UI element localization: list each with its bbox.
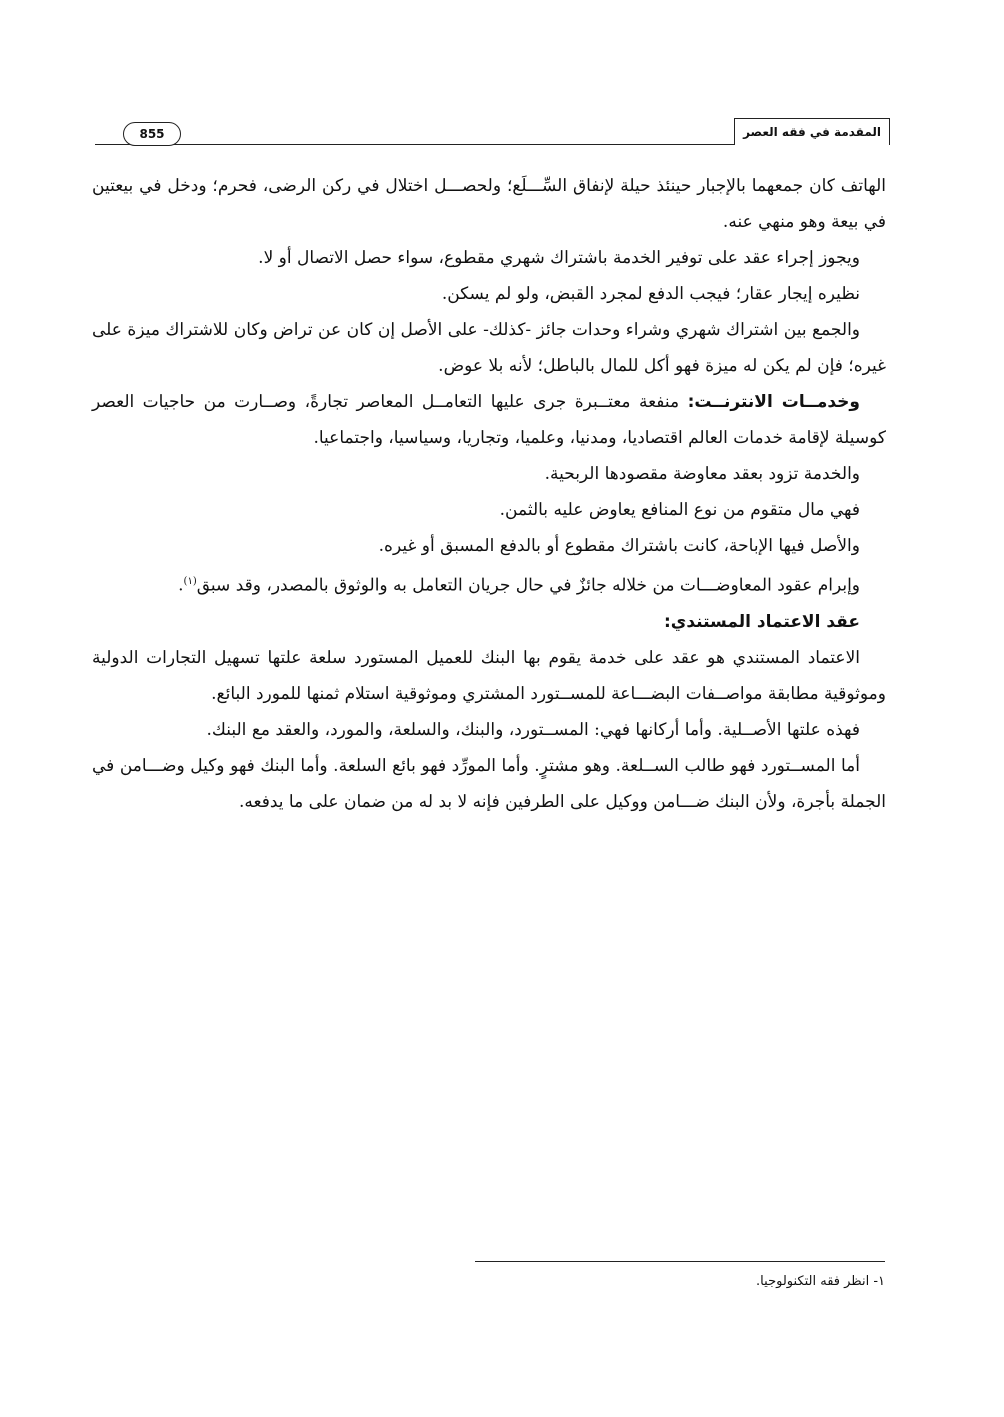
paragraph: فهي مال متقوم من نوع المنافع يعاوض عليه بالثمن. (499, 500, 860, 520)
paragraph: نظيره إيجار عقار؛ فيجب الدفع لمجرد القبض، ولو لم يسكن. (441, 284, 860, 304)
running-title: المقدمة في فقه العصر (734, 118, 890, 145)
paragraph: والأصل فيها الإباحة، كانت باشتراك مقطوع أو بالدفع المسبق أو غيره. (378, 536, 860, 556)
footnote-rule (475, 1261, 885, 1262)
paragraph: ويجوز إجراء عقد على توفير الخدمة باشتراك شهري مقطوع، سواء حصل الاتصال أو لا. (258, 248, 860, 268)
paragraph: الاعتماد المستندي هو عقد على خدمة يقوم بها البنك للعميل المستورد سلعة علتها تسهيل التجارات الدولية وموثوقية مطابقة مواصــفات البضـــاعة للمســتورد المشتري وموثوقية استلام ثمنها للمورد البائع. (92, 647, 886, 704)
bold-term: وخدمــات الانترنــت: (687, 392, 860, 412)
paragraph: والخدمة تزود بعقد معاوضة مقصودها الربحية. (544, 464, 860, 484)
paragraph: والجمع بين اشتراك شهري وشراء وحدات جائز -كذلك- على الأصل إن كان عن تراض وكان للاشتراك ميزة على غيره؛ فإن لم يكن له ميزة فهو أكل للمال بالباطل؛ لأنه بلا عوض. (92, 320, 886, 376)
footnote-marker: (١) (183, 576, 197, 587)
footnote: ١- انظر فقه التكنولوجيا. (756, 1274, 885, 1289)
paragraph-text: منفعة معتــبرة جرى عليها التعامــل المعاصر تجارةً، وصــارت من حاجيات العصر كوسيلة لإقامة خدمات العالم اقتصاديا، ومدنيا، وعلميا، وتجاريا، وسياسيا، واجتماعيا. (92, 392, 886, 448)
paragraph (92, 564, 886, 604)
paragraph (92, 384, 886, 456)
paragraph-text: وإبرام عقود المعاوضـــات من خلاله جائزٌ في حال جريان التعامل به والوثوق بالمصدر، وقد سبق (196, 575, 860, 596)
page-number: 855 (123, 122, 181, 146)
paragraph: أما المســتورد فهو طالب الســلعة. وهو مشترٍ. وأما المورِّد فهو بائع السلعة. وأما البنك فهو وكيل وضـــامن في الجملة بأجرة، ولأن البنك ضـــامن ووكيل على الطرفين فإنه لا بد له من ضمان على ما يدفعه. (92, 755, 886, 812)
paragraph: الهاتف كان جمعهما بالإجبار حينئذ حيلة لإنفاق السِّـــلَع؛ ولحصـــل اختلال في ركن الرضى، فحرم؛ ودخل في بيعتين في بيعة وهو منهي عنه. (92, 176, 886, 232)
page-header (95, 118, 890, 148)
paragraph-end: . (178, 575, 184, 596)
section-heading: عقد الاعتماد المستندي: (663, 611, 860, 632)
body-text (92, 168, 886, 820)
paragraph: فهذه علتها الأصــلية. وأما أركانها فهي: المســتورد، والبنك، والسلعة، والمورد، والعقد مع البنك. (206, 719, 860, 740)
